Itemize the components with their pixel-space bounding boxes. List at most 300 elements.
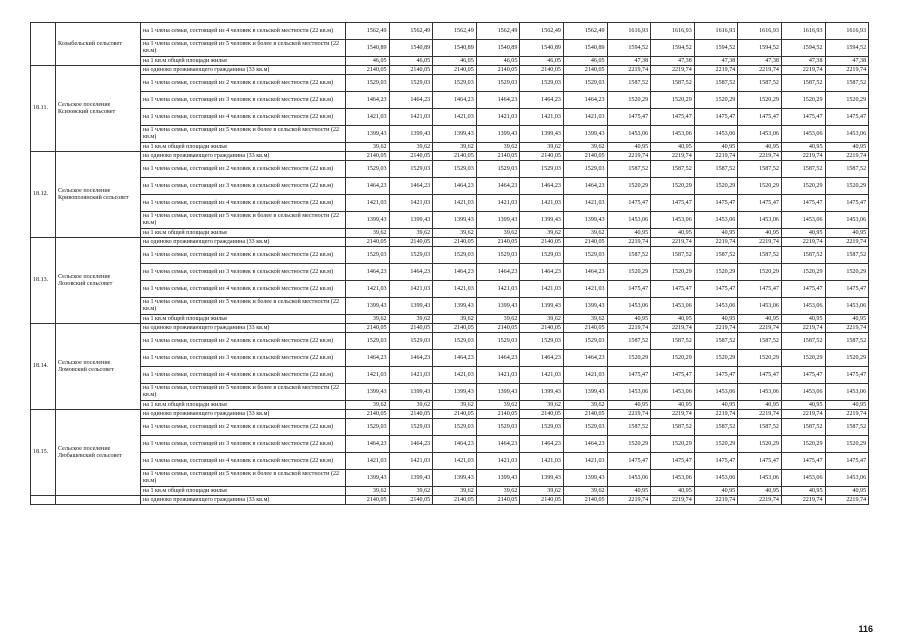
table-row: [31, 315, 869, 324]
value-cell: 1399,43: [520, 126, 564, 143]
value-cell: 1520,29: [607, 264, 651, 281]
value-cell: 1464,23: [476, 264, 520, 281]
value-cell: 1587,52: [607, 333, 651, 350]
value-cell: 1520,29: [781, 264, 825, 281]
value-cell: 1421,03: [563, 109, 607, 126]
value-cell: 40,95: [651, 229, 695, 238]
value-cell: 1540,89: [476, 40, 520, 57]
value-cell: 2140,05: [389, 152, 433, 161]
value-cell: 1464,23: [433, 436, 477, 453]
value-cell: 2140,05: [476, 410, 520, 419]
value-cell: 1421,03: [520, 195, 564, 212]
value-cell: 39,62: [563, 229, 607, 238]
value-cell: 40,95: [694, 401, 738, 410]
value-cell: 39,62: [520, 229, 564, 238]
value-cell: 1529,03: [433, 75, 477, 92]
value-cell: 1587,52: [694, 247, 738, 264]
value-cell: 1475,47: [694, 195, 738, 212]
row-description: на 1 кв.м общей площади жилья: [141, 487, 346, 496]
value-cell: 1453,06: [825, 384, 869, 401]
value-cell: 1587,52: [694, 75, 738, 92]
table-row: [31, 487, 869, 496]
value-cell: 1421,03: [476, 281, 520, 298]
value-cell: 2140,05: [476, 152, 520, 161]
value-cell: 1453,06: [825, 126, 869, 143]
value-cell: 2219,74: [607, 324, 651, 333]
value-cell: 40,95: [738, 315, 782, 324]
value-cell: 1421,03: [520, 367, 564, 384]
value-cell: 1421,03: [476, 367, 520, 384]
value-cell: 1399,43: [389, 470, 433, 487]
value-cell: 1520,29: [825, 350, 869, 367]
value-cell: 1475,47: [694, 281, 738, 298]
value-cell: 1421,03: [389, 367, 433, 384]
value-cell: 1529,03: [389, 419, 433, 436]
value-cell: 1399,43: [520, 298, 564, 315]
value-cell: 1453,06: [781, 212, 825, 229]
value-cell: 2140,05: [520, 152, 564, 161]
value-cell: 2219,74: [607, 238, 651, 247]
value-cell: 40,95: [694, 229, 738, 238]
municipality-name: Сельское поселение Ксизовский сельсовет: [56, 66, 141, 152]
value-cell: 1399,43: [563, 470, 607, 487]
value-cell: 1562,49: [563, 23, 607, 40]
value-cell: 39,62: [346, 143, 390, 152]
municipality-name: Сельское поселение Кривополянский сельсовет: [56, 152, 141, 238]
value-cell: 1529,03: [346, 75, 390, 92]
value-cell: 2219,74: [651, 152, 695, 161]
value-cell: 1529,03: [520, 247, 564, 264]
value-cell: 40,95: [694, 487, 738, 496]
value-cell: 1587,52: [781, 161, 825, 178]
value-cell: 39,62: [520, 315, 564, 324]
value-cell: 2219,74: [607, 410, 651, 419]
row-index: 18.15.: [31, 410, 56, 496]
value-cell: 1529,03: [346, 419, 390, 436]
value-cell: 1587,52: [651, 161, 695, 178]
value-cell: 40,95: [825, 143, 869, 152]
value-cell: 2140,05: [389, 324, 433, 333]
value-cell: 1399,43: [389, 212, 433, 229]
value-cell: 1587,52: [651, 333, 695, 350]
value-cell: 1421,03: [476, 195, 520, 212]
value-cell: 1562,49: [476, 23, 520, 40]
value-cell: 40,95: [607, 229, 651, 238]
table-row: [31, 66, 869, 75]
value-cell: 1587,52: [651, 75, 695, 92]
row-description: на 1 члена семьи, состоящей из 5 человек и более в сельской местности (22 кв.м): [141, 298, 346, 315]
row-index: 18.13.: [31, 238, 56, 324]
value-cell: 1464,23: [563, 264, 607, 281]
value-cell: 40,95: [651, 143, 695, 152]
row-description: на 1 члена семьи, состоящей из 5 человек и более в сельской местности (22 кв.м): [141, 126, 346, 143]
value-cell: 1453,06: [694, 384, 738, 401]
value-cell: 1594,52: [825, 40, 869, 57]
value-cell: 1464,23: [563, 92, 607, 109]
value-cell: 1421,03: [389, 281, 433, 298]
value-cell: 2219,74: [651, 410, 695, 419]
value-cell: 40,95: [738, 229, 782, 238]
value-cell: 2219,74: [607, 496, 651, 505]
value-cell: 1520,29: [738, 92, 782, 109]
value-cell: 1453,06: [781, 470, 825, 487]
value-cell: 1594,52: [607, 40, 651, 57]
value-cell: 2219,74: [651, 496, 695, 505]
row-description: на одиноко проживающего гражданина (33 кв.м): [141, 496, 346, 505]
row-index: [31, 496, 56, 505]
value-cell: 2140,05: [389, 496, 433, 505]
value-cell: 40,95: [825, 401, 869, 410]
value-cell: 1529,03: [520, 75, 564, 92]
value-cell: 1587,52: [825, 247, 869, 264]
value-cell: 1587,52: [651, 419, 695, 436]
value-cell: 1399,43: [346, 126, 390, 143]
table-row: [31, 92, 869, 109]
value-cell: 1475,47: [607, 195, 651, 212]
value-cell: 1540,89: [433, 40, 477, 57]
value-cell: 1475,47: [781, 453, 825, 470]
table-row: [31, 178, 869, 195]
value-cell: 1529,03: [520, 419, 564, 436]
value-cell: 47,38: [781, 57, 825, 66]
value-cell: 2140,05: [433, 324, 477, 333]
value-cell: 1520,29: [825, 436, 869, 453]
row-description: на одиноко проживающего гражданина (33 кв.м): [141, 152, 346, 161]
value-cell: 1594,52: [738, 40, 782, 57]
row-description: на 1 члена семьи, состоящей из 3 человек в сельской местности (22 кв.м): [141, 350, 346, 367]
value-cell: 2219,74: [651, 324, 695, 333]
value-cell: 40,95: [781, 229, 825, 238]
value-cell: 2140,05: [389, 66, 433, 75]
value-cell: 1540,89: [346, 40, 390, 57]
value-cell: 1464,23: [520, 92, 564, 109]
value-cell: 1475,47: [607, 281, 651, 298]
value-cell: 2219,74: [738, 152, 782, 161]
value-cell: 1421,03: [476, 453, 520, 470]
value-cell: 1529,03: [433, 247, 477, 264]
row-description: на одиноко проживающего гражданина (33 кв.м): [141, 238, 346, 247]
table-row: [31, 333, 869, 350]
value-cell: 1399,43: [433, 384, 477, 401]
value-cell: 1464,23: [346, 264, 390, 281]
value-cell: 1529,03: [389, 161, 433, 178]
value-cell: 1475,47: [651, 109, 695, 126]
row-description: на 1 члена семьи, состоящей из 2 человек в сельской местности (22 кв.м): [141, 161, 346, 178]
value-cell: 2140,05: [389, 410, 433, 419]
value-cell: 39,62: [389, 229, 433, 238]
value-cell: 1421,03: [563, 195, 607, 212]
value-cell: 1520,29: [607, 178, 651, 195]
value-cell: 1587,52: [738, 75, 782, 92]
value-cell: 1464,23: [433, 264, 477, 281]
value-cell: 2219,74: [694, 324, 738, 333]
value-cell: 1529,03: [476, 247, 520, 264]
value-cell: 2219,74: [738, 324, 782, 333]
value-cell: 39,62: [433, 143, 477, 152]
value-cell: 1529,03: [520, 161, 564, 178]
value-cell: 1529,03: [476, 161, 520, 178]
value-cell: 1399,43: [346, 384, 390, 401]
value-cell: 2219,74: [781, 152, 825, 161]
value-cell: 1453,06: [738, 126, 782, 143]
value-cell: 2140,05: [476, 324, 520, 333]
value-cell: 1399,43: [476, 470, 520, 487]
value-cell: 1475,47: [738, 367, 782, 384]
value-cell: 39,62: [476, 229, 520, 238]
value-cell: 1587,52: [607, 419, 651, 436]
value-cell: 2219,74: [825, 238, 869, 247]
row-description: на одиноко проживающего гражданина (33 кв.м): [141, 324, 346, 333]
value-cell: 1520,29: [781, 92, 825, 109]
row-description: на 1 кв.м общей площади жилья: [141, 401, 346, 410]
table-row: [31, 384, 869, 401]
value-cell: 1520,29: [694, 350, 738, 367]
value-cell: 1587,52: [694, 419, 738, 436]
value-cell: 1453,06: [607, 384, 651, 401]
value-cell: 2140,05: [433, 152, 477, 161]
value-cell: 1475,47: [781, 195, 825, 212]
value-cell: 39,62: [389, 401, 433, 410]
value-cell: 1475,47: [738, 195, 782, 212]
value-cell: 1587,52: [825, 419, 869, 436]
row-description: на 1 кв.м общей площади жилья: [141, 229, 346, 238]
value-cell: 2219,74: [738, 238, 782, 247]
value-cell: 1421,03: [346, 453, 390, 470]
value-cell: 1399,43: [389, 126, 433, 143]
value-cell: 1421,03: [433, 281, 477, 298]
value-cell: 2140,05: [563, 324, 607, 333]
value-cell: 1399,43: [433, 470, 477, 487]
value-cell: 1616,93: [781, 23, 825, 40]
value-cell: 1421,03: [520, 453, 564, 470]
value-cell: 1399,43: [476, 384, 520, 401]
value-cell: 1475,47: [651, 367, 695, 384]
value-cell: 1475,47: [694, 453, 738, 470]
value-cell: 1399,43: [520, 212, 564, 229]
value-cell: 1520,29: [607, 350, 651, 367]
value-cell: 1529,03: [476, 75, 520, 92]
value-cell: 47,38: [738, 57, 782, 66]
value-cell: 1587,52: [607, 247, 651, 264]
value-cell: 1562,49: [389, 23, 433, 40]
value-cell: 2140,05: [346, 152, 390, 161]
value-cell: 1529,03: [433, 161, 477, 178]
value-cell: 46,05: [346, 57, 390, 66]
value-cell: 1475,47: [738, 281, 782, 298]
value-cell: 1475,47: [825, 367, 869, 384]
value-cell: 1587,52: [738, 247, 782, 264]
value-cell: 1453,06: [694, 212, 738, 229]
value-cell: 1453,06: [738, 212, 782, 229]
table-row: [31, 195, 869, 212]
value-cell: 1562,49: [520, 23, 564, 40]
value-cell: 1475,47: [825, 109, 869, 126]
value-cell: 2140,05: [346, 324, 390, 333]
value-cell: 1421,03: [346, 281, 390, 298]
row-description: на 1 члена семьи, состоящей из 2 человек в сельской местности (22 кв.м): [141, 333, 346, 350]
value-cell: 1475,47: [781, 109, 825, 126]
value-cell: 2219,74: [738, 496, 782, 505]
value-cell: 1453,06: [607, 470, 651, 487]
table-row: [31, 57, 869, 66]
tariff-table: [30, 22, 869, 505]
value-cell: 1464,23: [433, 350, 477, 367]
value-cell: 1587,52: [825, 161, 869, 178]
value-cell: 1520,29: [825, 92, 869, 109]
row-description: на 1 члена семьи, состоящей из 4 человек в сельской местности (22 кв.м): [141, 281, 346, 298]
value-cell: 1540,89: [563, 40, 607, 57]
value-cell: 2140,05: [520, 410, 564, 419]
value-cell: 1453,06: [607, 212, 651, 229]
value-cell: 1464,23: [476, 436, 520, 453]
value-cell: 40,95: [781, 315, 825, 324]
value-cell: 1399,43: [389, 384, 433, 401]
value-cell: 1464,23: [346, 92, 390, 109]
table-row: [31, 247, 869, 264]
value-cell: 1464,23: [346, 436, 390, 453]
value-cell: 1529,03: [563, 161, 607, 178]
value-cell: 1421,03: [520, 281, 564, 298]
value-cell: 1475,47: [694, 109, 738, 126]
row-description: на 1 кв.м общей площади жилья: [141, 315, 346, 324]
value-cell: 1594,52: [781, 40, 825, 57]
value-cell: 1453,06: [651, 298, 695, 315]
value-cell: 1399,43: [520, 470, 564, 487]
row-description: на 1 члена семьи, состоящей из 4 человек в сельской местности (22 кв.м): [141, 195, 346, 212]
value-cell: 1520,29: [694, 436, 738, 453]
value-cell: 1464,23: [520, 350, 564, 367]
value-cell: 1529,03: [520, 333, 564, 350]
value-cell: 1464,23: [346, 350, 390, 367]
value-cell: 2219,74: [781, 324, 825, 333]
value-cell: 1529,03: [346, 247, 390, 264]
value-cell: 39,62: [520, 401, 564, 410]
value-cell: 39,62: [389, 487, 433, 496]
row-index: [31, 23, 56, 66]
value-cell: 1421,03: [389, 195, 433, 212]
value-cell: 2140,05: [520, 324, 564, 333]
value-cell: 1475,47: [607, 453, 651, 470]
value-cell: 2140,05: [563, 496, 607, 505]
value-cell: 1520,29: [781, 350, 825, 367]
value-cell: 1587,52: [651, 247, 695, 264]
value-cell: 1421,03: [520, 109, 564, 126]
value-cell: 39,62: [433, 401, 477, 410]
value-cell: 2219,74: [825, 152, 869, 161]
value-cell: 1453,06: [607, 126, 651, 143]
value-cell: 1464,23: [563, 350, 607, 367]
value-cell: 2219,74: [825, 496, 869, 505]
value-cell: 39,62: [476, 143, 520, 152]
page-number: 116: [858, 624, 873, 634]
value-cell: 1399,43: [433, 126, 477, 143]
value-cell: 2219,74: [825, 66, 869, 75]
value-cell: 1421,03: [476, 109, 520, 126]
row-description: на 1 члена семьи, состоящей из 4 человек в сельской местности (22 кв.м): [141, 23, 346, 40]
value-cell: 40,95: [825, 315, 869, 324]
value-cell: 1587,52: [781, 75, 825, 92]
value-cell: 1587,52: [738, 333, 782, 350]
value-cell: 2140,05: [520, 238, 564, 247]
row-description: на 1 члена семьи, состоящей из 2 человек в сельской местности (22 кв.м): [141, 419, 346, 436]
value-cell: 2140,05: [476, 66, 520, 75]
value-cell: 1529,03: [476, 419, 520, 436]
value-cell: 1587,52: [738, 161, 782, 178]
value-cell: 2140,05: [433, 496, 477, 505]
value-cell: 2219,74: [781, 410, 825, 419]
value-cell: 1453,06: [781, 298, 825, 315]
value-cell: 40,95: [781, 487, 825, 496]
value-cell: 2140,05: [563, 238, 607, 247]
value-cell: 1421,03: [346, 109, 390, 126]
value-cell: 1464,23: [563, 178, 607, 195]
row-index: 18.12.: [31, 152, 56, 238]
value-cell: 1529,03: [563, 75, 607, 92]
value-cell: 47,38: [651, 57, 695, 66]
value-cell: 1475,47: [651, 195, 695, 212]
value-cell: 39,62: [346, 401, 390, 410]
value-cell: 1399,43: [346, 470, 390, 487]
value-cell: 1520,29: [738, 178, 782, 195]
municipality-name: [56, 496, 141, 505]
value-cell: 1520,29: [738, 436, 782, 453]
row-description: на 1 члена семьи, состоящей из 4 человек в сельской местности (22 кв.м): [141, 367, 346, 384]
value-cell: 1399,43: [389, 298, 433, 315]
value-cell: 2219,74: [694, 66, 738, 75]
value-cell: 1475,47: [825, 195, 869, 212]
value-cell: 1540,89: [520, 40, 564, 57]
value-cell: 1475,47: [738, 109, 782, 126]
value-cell: 2140,05: [433, 410, 477, 419]
value-cell: 1616,93: [825, 23, 869, 40]
value-cell: 2140,05: [520, 66, 564, 75]
value-cell: 39,62: [389, 315, 433, 324]
value-cell: 40,95: [651, 401, 695, 410]
value-cell: 1464,23: [520, 436, 564, 453]
row-index: 18.11.: [31, 66, 56, 152]
table-row: [31, 152, 869, 161]
value-cell: 2140,05: [563, 152, 607, 161]
value-cell: 1475,47: [781, 367, 825, 384]
value-cell: 1587,52: [738, 419, 782, 436]
value-cell: 1587,52: [607, 75, 651, 92]
row-description: на 1 члена семьи, состоящей из 3 человек в сельской местности (22 кв.м): [141, 92, 346, 109]
value-cell: 1421,03: [389, 109, 433, 126]
value-cell: 1520,29: [738, 350, 782, 367]
value-cell: 1594,52: [694, 40, 738, 57]
value-cell: 40,95: [781, 143, 825, 152]
value-cell: 40,95: [694, 315, 738, 324]
value-cell: 2219,74: [738, 410, 782, 419]
table-row: [31, 23, 869, 40]
value-cell: 1453,06: [825, 212, 869, 229]
value-cell: 1399,43: [433, 298, 477, 315]
value-cell: 1587,52: [825, 75, 869, 92]
value-cell: 2219,74: [781, 66, 825, 75]
value-cell: 40,95: [825, 487, 869, 496]
row-description: на 1 кв.м общей площади жилья: [141, 143, 346, 152]
value-cell: 2219,74: [694, 238, 738, 247]
value-cell: 1464,23: [389, 436, 433, 453]
value-cell: 39,62: [476, 487, 520, 496]
value-cell: 1475,47: [651, 281, 695, 298]
value-cell: 1520,29: [651, 178, 695, 195]
value-cell: 1464,23: [389, 92, 433, 109]
value-cell: 2219,74: [825, 410, 869, 419]
value-cell: 1520,29: [651, 92, 695, 109]
value-cell: 1587,52: [781, 333, 825, 350]
row-description: на 1 члена семьи, состоящей из 2 человек в сельской местности (22 кв.м): [141, 75, 346, 92]
